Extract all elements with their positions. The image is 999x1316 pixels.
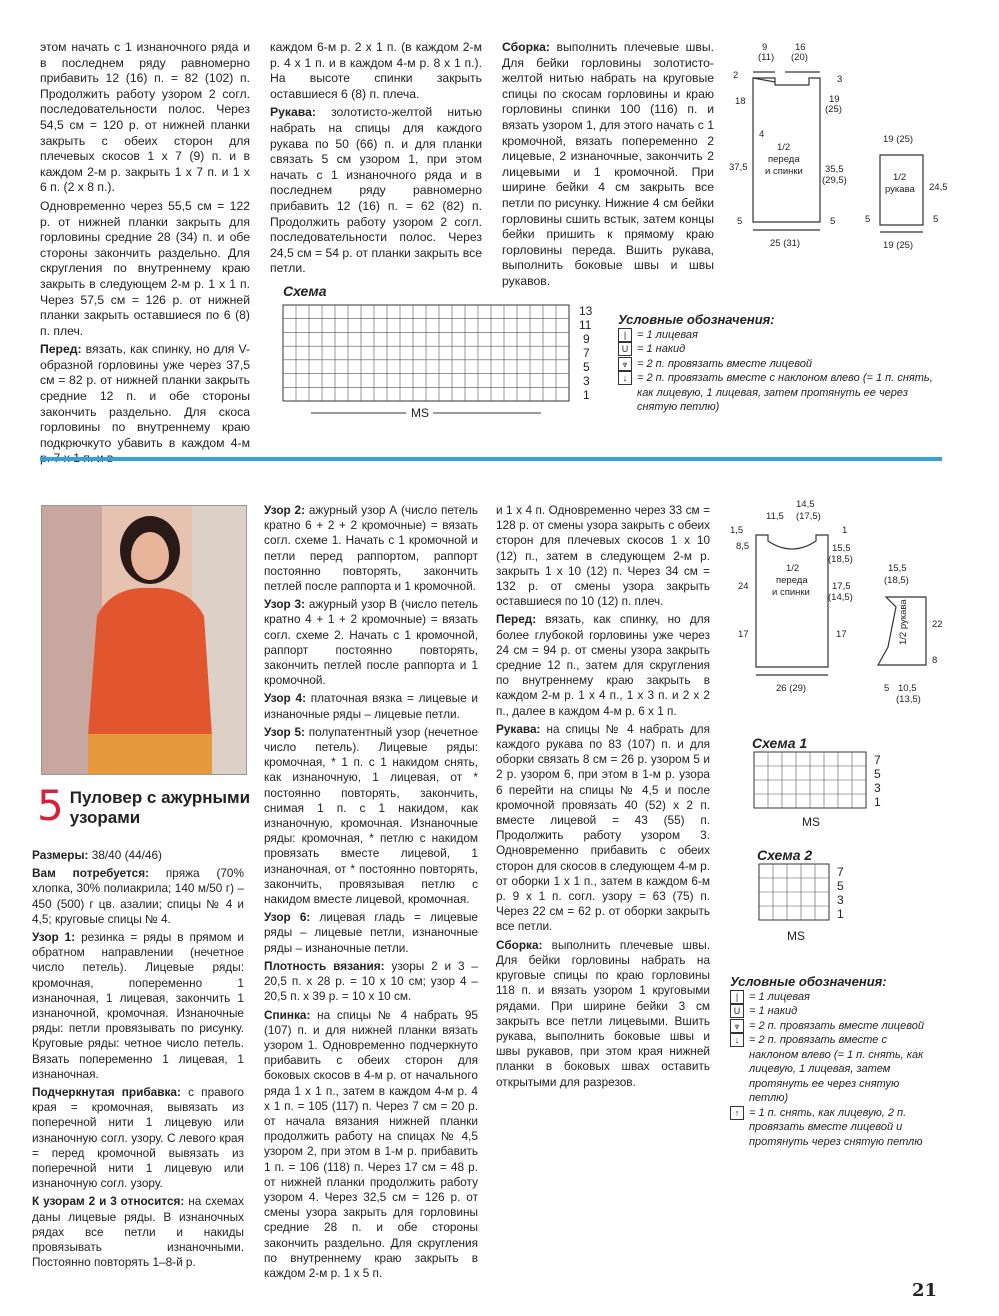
bottom-text-column-2 (264, 503, 478, 1284)
sleeve-top: 19 (25) (883, 134, 914, 145)
legend-item: ⩔ = 2 п. провязать вместе лицевой (618, 357, 948, 372)
body-label: переда (776, 575, 808, 586)
dim-2: 2 (733, 70, 739, 81)
dim: 10,5 (898, 683, 917, 694)
schema-1-title: Схема 1 (752, 735, 808, 751)
legend-item: | = 1 лицевая (618, 328, 948, 343)
paragraph: Узор 5: полупатентный узор (нечетное число петель). Лицевые ряды: кромочная, * 1 п. с 1 накидом снять, как изнаночную, 1 лицевая, от * постоянно повторять, закончить, снимая 1 п. с 1 накидом, как изнаночную, кромочная. Изнаночные ряды: кромочная, * петлю с накидом провязать вместе лицевой, 1 изнаночная, от * постоянно повторять, закончить, провязывая петлю с накидом вместе лицевой, кромочная. (264, 724, 479, 907)
row-label: 7 (837, 865, 844, 879)
schema-2-title: Схема 2 (757, 847, 813, 863)
paragraph: Вам потребуется: пряжа (70% хлопка, 30% полиакрила; 140 м/50 г) – 450 (500) г цв. азалии; спицы № 4 и 4,5; круговые спицы № 4. (32, 866, 244, 926)
legend-item: ↓ = 2 п. провязать вместе с наклоном влево (= 1 п. снять, как лицевую, 1 лицевая, затем протянуть ее через снятую петлю) (730, 1033, 935, 1106)
paragraph (40, 342, 250, 467)
top-text-column-2 (270, 40, 482, 280)
body-label: и спинки (772, 587, 810, 598)
section-divider (40, 457, 942, 461)
schema-title: Схема (283, 283, 327, 299)
row-label: 3 (874, 781, 881, 795)
paragraph: Подчеркнутая прибавка: с правого края = кромочная, вывязать из поперечной нити 1 лицевую или изнаночную согл. узору. С левого края = перед кромочной вывязать из поперечной нити 1 лицевую или изнаночную согл. узору. (32, 1085, 244, 1191)
legend-item: ⩔ = 2 п. провязать вместе лицевой (730, 1019, 935, 1034)
paragraph: Узор 3: ажурный узор В (число петель кратно 4 + 1 + 2 кромочные) = вязать согл. схеме 2. Начать с 1 кромочной, раппорт постоянно повторять, закончить петлей после раппорта и 1 кромочной. (264, 597, 478, 688)
bottom-text-column-1 (32, 848, 244, 1273)
dim: 14,5 (796, 499, 815, 510)
body-label-1: 1/2 (777, 142, 791, 153)
row-label: 3 (837, 893, 844, 907)
paragraph (502, 40, 714, 290)
dim-16: 16 (795, 42, 806, 53)
knit-icon: | (618, 328, 632, 342)
schema-2-grid (757, 862, 857, 946)
assembly-text: выполнить плечевые швы. Для бейки горловины золотисто-желтой нитью набрать на круговые спицы по скосам горловины и краю горловины спинки 100 (116) п. и вязать узором 1, для этого начать с 1 кромочной, вязать попеременно 2 лицевые, 2 изнаночные, закончить 2 лицевыми и 1 кромочной. При ширине бейки 4 см закрыть все петли по рисунку. Нижние 4 см бейки горловины сшить встык, затем концы бейки пришить к прямому краю горловины переда. Вшить рукава, выполнить боковые швы и швы рукавов. (502, 40, 714, 288)
legend-item: ↑ = 1 п. снять, как лицевую, 2 п. провязать вместе лицевой и протянуть через снятую петлю (730, 1106, 935, 1150)
dim: (18,5) (828, 554, 853, 565)
pattern-title (37, 781, 257, 830)
dim: (13,5) (896, 694, 921, 705)
legend-title: Условные обозначения: (730, 974, 887, 989)
dim: 15,5 (832, 543, 851, 554)
dim: 8,5 (736, 541, 750, 552)
paragraph: Перед: вязать, как спинку, но для более глубокой горловины уже через 24 см = 94 р. от смены узора закрыть средние 12 п., затем для скругления по внутреннему краю закрыть в каждом 2-м р. 1 х 4 п., 1 х 3 п. и 2 х 2 п., далее в каждом 4-м р. 6 х 1 п. (496, 612, 710, 718)
paragraph (270, 105, 482, 277)
sleeve-bottom: 19 (25) (883, 240, 914, 251)
ms-label: MS (411, 406, 429, 420)
row-9: 9 (583, 332, 590, 346)
row-label: 5 (837, 879, 844, 893)
paragraph: Плотность вязания: узоры 2 и 3 – 20,5 п. х 28 р. = 10 х 10 см; узор 4 – 20,5 п. х 39 р. = 10 х 10 см. (264, 958, 478, 1004)
dim: 17 (836, 629, 847, 640)
dim: 1,5 (730, 525, 744, 536)
yarn-over-icon: U (730, 1004, 744, 1018)
row-7: 7 (583, 346, 590, 360)
row-5: 5 (583, 360, 590, 374)
dim: 26 (29) (776, 683, 807, 694)
dim-19: 19 (829, 94, 840, 105)
dim: 17 (738, 629, 749, 640)
dim: (18,5) (884, 575, 909, 586)
bottom-pattern-diagram (728, 497, 958, 707)
dim-25: (25) (825, 104, 842, 115)
pattern-name: Пуловер с ажурными узорами (69, 788, 251, 827)
k2tog-icon: ⩔ (618, 357, 632, 371)
dim-29-5: (29,5) (822, 175, 847, 186)
dim: 15,5 (888, 563, 907, 574)
dim-3: 3 (837, 74, 843, 85)
row-label: 5 (874, 767, 881, 781)
dim-4: 4 (759, 129, 765, 140)
bottom-legend (730, 975, 935, 1149)
dim: 1 (842, 525, 848, 536)
model-illustration (42, 506, 246, 774)
dim-37-5: 37,5 (729, 162, 748, 173)
sleeve-dim-5: 5 (865, 214, 871, 225)
front-text: вязать, как спинку, но для V-образной горловины уже через 37,5 см = 82 р. от нижней планки закрыть средние 12 п. и обе стороны закончить раздельно. Для скоса горловины по внутреннему краю подкрючкуто убавить в каждом 4-м (40, 342, 250, 450)
row-3: 3 (583, 374, 590, 388)
dim: 11,5 (766, 511, 784, 522)
row-11: 11 (579, 318, 592, 332)
sleeve-label: 1/2 рукава (898, 599, 909, 645)
top-text-column-3 (502, 40, 714, 293)
legend-item: U = 1 накид (618, 342, 948, 357)
row-label: 1 (874, 795, 881, 809)
ssk-icon: ↓ (618, 371, 632, 385)
paragraph: Спинка: на спицы № 4 набрать 95 (107) п. и для нижней планки вязать узором 1. Одновременно подчеркнуто прибавить с обеих сторон для боковых скосов в 4-м р. от начального ряда 1 х 1 п., затем в каждом 4-м р. 4 х 1 п. = 105 (117) п. Через 7 см = 20 р. от начала вязания нижней планки продолжить работу на спицах № 4,5 узором 2, при этом в 1-м р. прибавить 1 п. = 106 (118) п. Через 17 см = 48 р. от нижней планки продолжить работу узором 4. Через 32,5 см = 126 р. от смены узора закрыть для горловины средние 28 п. и обе стороны закончить раздельно. Для скругления по внутреннему краю закрыть в каждом 2-м р. 1 х 5 п. (264, 1007, 478, 1280)
dim: 17,5 (832, 581, 851, 592)
paragraph: Узор 6: лицевая гладь = лицевые ряды – лицевые петли, изнаночные ряды – изнаночные петли. (264, 910, 478, 955)
label-assembly: Сборка: (502, 40, 550, 54)
page-number: 21 (912, 1280, 938, 1301)
pattern-number: 5 (37, 781, 64, 830)
s2kp-icon: ↑ (730, 1106, 744, 1120)
row-1: 1 (583, 388, 590, 402)
paragraph: этом начать с 1 изнаночного ряда и в последнем ряду равномерно прибавить 12 (16) п. = 82 (102) п. Продолжить работу узором 2 согл. последовательности полос. Через 54,5 см = 120 р. от нижней планки закрыть с обеих сторон для плечевых скосов 1 х 7 (9) п. и в каждом 2-м р. закрыть 1 х 7 п. и 1 х 6 п. (2 х 8 п.). (40, 40, 250, 195)
top-text-column-1 (40, 40, 250, 470)
body-label: 1/2 (786, 563, 800, 574)
dim-5b: 5 (830, 216, 836, 227)
paragraph: Сборка: выполнить плечевые швы. Для бейки горловины набрать на круговые спицы по краю горловины 118 п. и вязать узором 1 круговыми рядами. При ширине бейки 3 см закрыть все петли лицевыми. Вшить рукава, выполнить боковые швы и швы рукавов, при этом края нижней планки в боковых швах оставить открытыми для разрезов. (496, 937, 710, 1089)
label-front: Перед: (40, 342, 82, 357)
dim: (17,5) (796, 511, 821, 522)
schema-grid (281, 300, 601, 425)
dim-5: 5 (737, 216, 743, 227)
paragraph: Размеры: 38/40 (44/46) (32, 848, 162, 862)
ms-label: MS (787, 929, 805, 943)
dim: 8 (932, 655, 938, 666)
dim: 5 (884, 683, 890, 694)
row-13: 13 (579, 304, 593, 318)
ms-label: MS (802, 815, 820, 829)
paragraph: Узор 2: ажурный узор А (число петель кратно 6 + 2 + 2 кромочные) = вязать согл. схеме 1. Начать с 1 кромочной и петли перед раппортом, раппорт постоянно повторять, закончить петлей после раппорта и 1 кромочной. (264, 503, 478, 594)
sleeve-height: 24,5 (929, 182, 948, 193)
paragraph: каждом 6-м р. 2 х 1 п. (в каждом 2-м р. 4 х 1 п. и в каждом 4-м р. 8 х 1 п.). На высоте спинки закрыть оставшиеся 6 (8) п. плеча. (270, 40, 482, 101)
k2tog-icon: ⩔ (730, 1019, 744, 1033)
dim: (14,5) (828, 592, 853, 603)
schema-1-grid (752, 750, 892, 830)
top-pattern-diagram (725, 40, 965, 255)
dim: 22 (932, 619, 943, 630)
paragraph: и 1 х 4 п. Одновременно через 33 см = 128 р. от смены узора закрыть с обеих сторон для плечевых скосов 1 х 10 (12) п., затем в следующем 2-м р. закрыть 1 х 10 (12) п. Через 34 см = 132 р. от смены узора закрыть оставшиеся по 10 (12) п. плеч. (496, 503, 710, 609)
legend-item: ↓ = 2 п. провязать вместе с наклоном влево (= 1 п. снять, как лицевую, 1 лицевая, затем протянуть ее через снятую петлю) (618, 371, 948, 415)
sleeve-label-2: рукава (885, 184, 915, 195)
dim-width: 25 (31) (770, 238, 801, 249)
legend-title: Условные обозначения: (618, 312, 775, 327)
model-photo (41, 505, 247, 775)
dim-18: 18 (735, 96, 746, 107)
row-label: 7 (874, 753, 881, 767)
ssk-icon: ↓ (730, 1033, 744, 1047)
dim-20: (20) (791, 52, 808, 63)
row-label: 1 (837, 907, 844, 921)
paragraph: Узор 1: резинка = ряды в прямом и обратном направлении (нечетное число петель). Лицевые ряды: кромочная, попеременно 1 изнаночная, 1 лицевая, закончить 1 изнаночной, кромочная. Изнаночные ряды: петли провязывать по рисунку. Круговые ряды: четное число петель. Вязать попеременно 1 лицевая, 1 изнаночная. (32, 930, 245, 1081)
sleeve-dim-5b: 5 (933, 214, 939, 225)
label-sleeve: Рукава: (270, 105, 316, 120)
legend-item: U = 1 накид (730, 1004, 935, 1019)
dim-35-5: 35,5 (825, 164, 844, 175)
paragraph: Узор 4: платочная вязка = лицевые и изнаночные ряды – лицевые петли. (264, 691, 478, 721)
dim-9: 9 (762, 42, 768, 53)
yarn-over-icon: U (618, 342, 632, 356)
top-legend (618, 313, 948, 415)
dim-11: (11) (758, 52, 775, 63)
body-label-2: переда (768, 154, 800, 165)
dim: 24 (738, 581, 749, 592)
sleeve-label-1: 1/2 (893, 172, 907, 183)
body-label-3: и спинки (765, 166, 803, 177)
bottom-text-column-3 (496, 503, 710, 1093)
legend-item: | = 1 лицевая (730, 990, 935, 1005)
sleeve-text: золотисто-желтой нитью набрать на спицы для каждого рукава по 50 (66) п. и для планки связать 5 см узором 1, при этом начать с 1 изнаночного ряда и в последнем ряду равномерно прибавить 12 (16) п. = 62 (82) п. Продолжить работу узором 2 согл. последовательности полос. Через 24,5 см = 54 р. от планки закрыть все петли. (270, 105, 482, 276)
paragraph: Одновременно через 55,5 см = 122 р. от нижней планки закрыть для горловины средние 28 (34) п. и обе стороны закончить раздельно. Для скругления по внутреннему краю закрыть в следующем 2-м р. 1 х 1 п. Через 57,5 см = 126 р. от нижней планки закрыть оставшиеся по 6 (8) п. плеч. (40, 198, 250, 338)
paragraph: Рукава: на спицы № 4 набрать для каждого рукава по 83 (107) п. и для оборки связать 8 см = 26 р. узором 5 и 2 р. узором 6, при этом в 1-м р. узора 6 перейти на спицы № 4,5 и после кромочной провязать 40 (52) х 2 п. вместе лицевой = 43 (55) п. Продолжить работу узором 3. Одновременно прибавить с обеих сторон для скосов в следующем 4-м р. от оборки 1 х 1 п., затем в каждом 6-м р. 9 х 1 п. согл. узору = 63 (75) п. Через 22 см = 62 р. от оборки закрыть все петли. (496, 721, 710, 934)
knit-icon: | (730, 990, 744, 1004)
paragraph: К узорам 2 и 3 относится: на схемах даны лицевые ряды. В изнаночных рядах все петли и накиды провязывать изнаночными. Постоянно повторять 1–8-й р. (32, 1194, 244, 1270)
